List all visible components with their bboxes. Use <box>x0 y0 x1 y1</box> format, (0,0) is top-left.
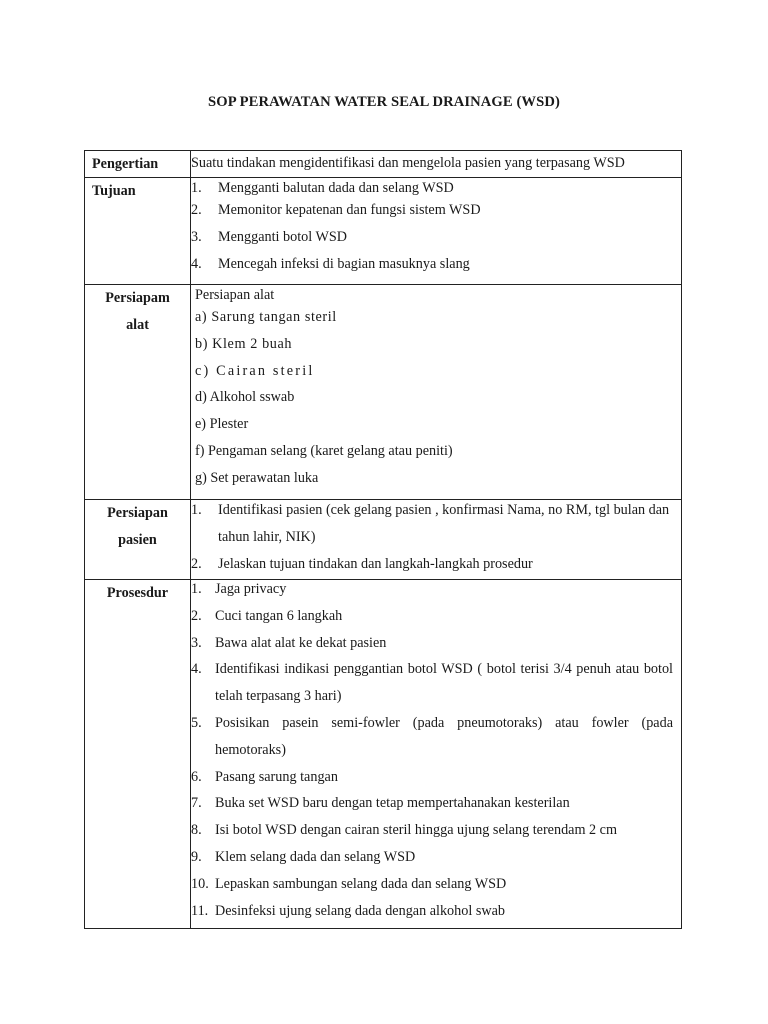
list-item: 4. Mencegah infeksi di bagian masuknya slang <box>191 255 470 272</box>
document-title: SOP PERAWATAN WATER SEAL DRAINAGE (WSD) <box>208 94 560 110</box>
row-pengertian <box>85 151 682 178</box>
label-line: pasien <box>118 532 157 548</box>
list-item: 3. Mengganti botol WSD <box>191 228 347 245</box>
list-item: 11. Desinfeksi ujung selang dada dengan alkohol swab <box>191 902 505 919</box>
list-item: 1. Identifikasi pasien (cek gelang pasien , konfirmasi Nama, no RM, tgl bulan dan tahun lahir, NIK) <box>191 502 670 545</box>
list-item: 2. Cuci tangan 6 langkah <box>191 607 343 624</box>
list-item: a) Sarung tangan steril <box>195 309 337 325</box>
list-item: 4. Identifikasi indikasi penggantian botol WSD ( botol terisi 3/4 penuh atau botol telah terpasang 3 hari) <box>191 661 673 705</box>
list-item: 9. Klem selang dada dan selang WSD <box>191 848 416 865</box>
row-tujuan <box>85 178 682 285</box>
prosedur-list <box>191 580 682 929</box>
label-line: Persiapam <box>105 290 170 306</box>
list-item: b) Klem 2 buah <box>195 335 293 352</box>
sop-table <box>84 150 682 929</box>
persiapan-alat-heading: Persiapan alat <box>195 287 275 303</box>
persiapan-alat-list <box>191 285 682 500</box>
list-item: 6. Pasang sarung tangan <box>191 768 338 785</box>
list-item: g) Set perawatan luka <box>195 469 319 486</box>
tujuan-list <box>191 178 682 285</box>
list-item: d) Alkohol sswab <box>195 389 295 406</box>
list-item: 5. Posisikan pasein semi-fowler (pada pneumotoraks) atau fowler (pada hemotoraks) <box>191 714 673 758</box>
label-persiapan-pasien <box>85 500 191 580</box>
label-persiapan-alat <box>85 285 191 500</box>
row-persiapan-pasien <box>85 500 682 580</box>
list-item: e) Plester <box>195 416 249 433</box>
list-item: f) Pengaman selang (karet gelang atau peniti) <box>195 442 453 459</box>
list-item: 10. Lepaskan sambungan selang dada dan selang WSD <box>191 875 507 892</box>
label-line: alat <box>126 317 149 333</box>
list-item: 2. Jelaskan tujuan tindakan dan langkah-langkah prosedur <box>191 555 533 572</box>
label-line: Persiapan <box>107 505 168 521</box>
list-item: 7. Buka set WSD baru dengan tetap mempertahanakan kesterilan <box>191 795 570 812</box>
list-item: 3. Bawa alat alat ke dekat pasien <box>191 634 387 651</box>
label-tujuan: Tujuan <box>85 178 191 285</box>
persiapan-pasien-list <box>191 500 682 580</box>
pengertian-text-cell <box>191 151 682 178</box>
list-item: c) Cairan steril <box>195 362 315 379</box>
row-prosedur <box>85 580 682 929</box>
pengertian-text: Suatu tindakan mengidentifikasi dan mengelola pasien yang terpasang WSD <box>191 155 625 171</box>
list-item: 1. Mengganti balutan dada dan selang WSD <box>191 180 454 196</box>
list-item: 8. Isi botol WSD dengan cairan steril hingga ujung selang terendam 2 cm <box>191 822 618 839</box>
label-pengertian: Pengertian <box>85 151 191 178</box>
list-item: 1. Jaga privacy <box>191 581 287 597</box>
list-item: 2. Memonitor kepatenan dan fungsi sistem WSD <box>191 202 481 218</box>
label-prosedur: Prosesdur <box>85 580 191 929</box>
row-persiapan-alat <box>85 285 682 500</box>
